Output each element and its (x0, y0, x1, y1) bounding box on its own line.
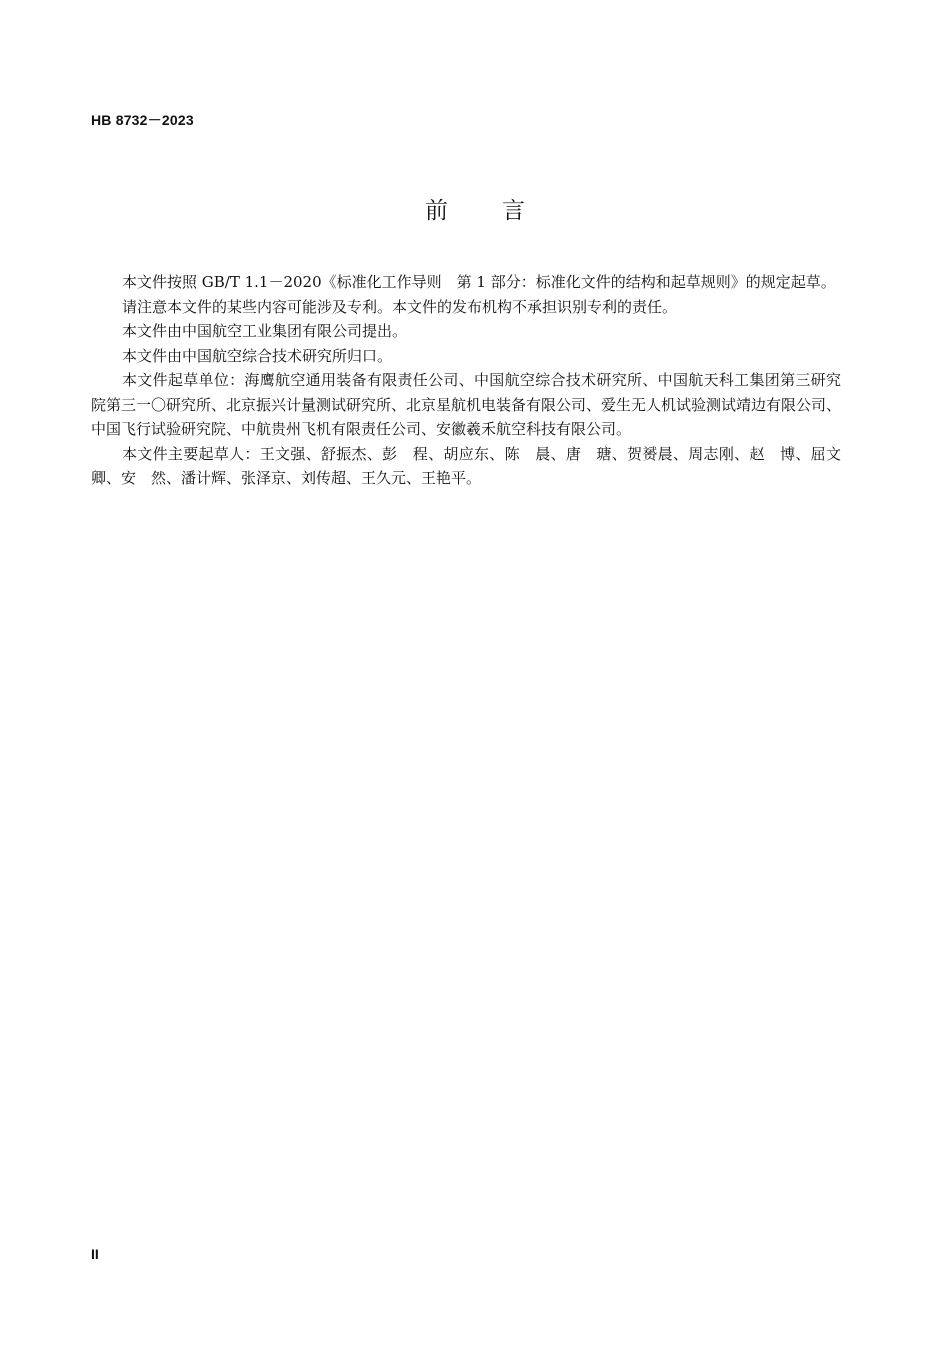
paragraph-main-drafters: 本文件主要起草人：王文强、舒振杰、彭 程、胡应东、陈 晨、唐 瑭、贺赟晨、周志刚、赵 博、屈文卿、安 然、潘计辉、张泽京、刘传超、王久元、王艳平。 (91, 444, 841, 487)
paragraph-administrator: 本文件由中国航空综合技术研究所归口。 (122, 346, 393, 365)
paragraph-patent-notice: 请注意本文件的某些内容可能涉及专利。本文件的发布机构不承担识别专利的责任。 (122, 297, 678, 316)
section-title-foreword: 前言 (425, 198, 579, 224)
paragraph-proposer: 本文件由中国航空工业集团有限公司提出。 (122, 322, 408, 340)
standard-code: HB 8732－2023 (91, 112, 194, 128)
page-number: II (91, 1246, 99, 1262)
paragraph-drafting-rules: 本文件按照 GB/T 1.1－2020《标准化工作导则 第 1 部分：标准化文件的结构和起草规则》的规定起草。 (122, 273, 836, 291)
foreword-body (91, 270, 841, 491)
paragraph-drafting-organizations: 本文件起草单位：海鹰航空通用装备有限责任公司、中国航空综合技术研究所、中国航天科工集团第三研究院第三一〇研究所、北京振兴计量测试研究所、北京星航机电装备有限公司、爱生无人机试验测试靖边有限公司、中国飞行试验研究院、中航贵州飞机有限责任公司、安徽羲禾航空科技有限公司。 (91, 371, 842, 438)
